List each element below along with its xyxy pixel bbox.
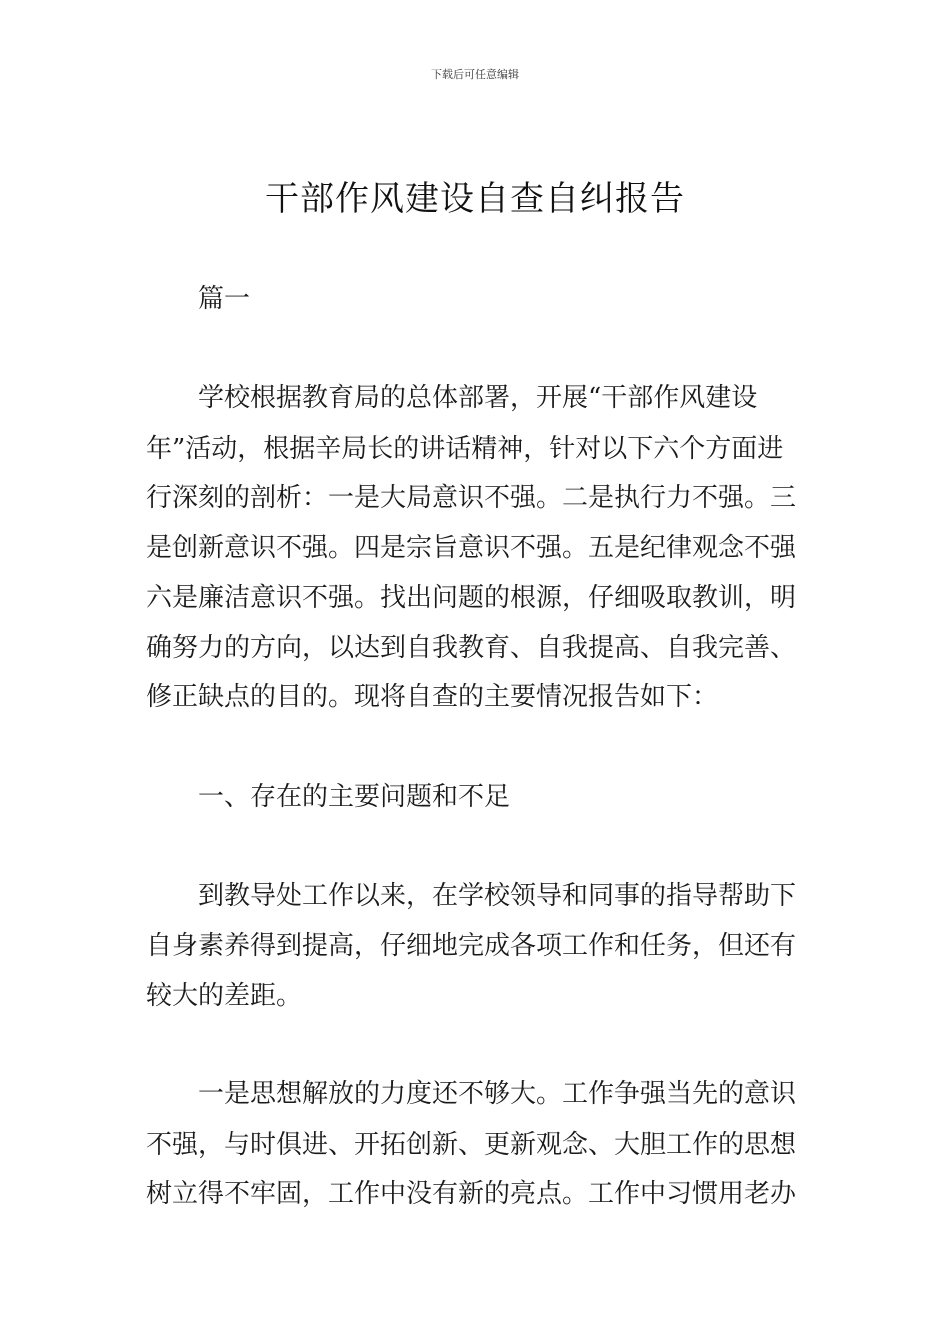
paragraph-line: 一是思想解放的力度还不够大。工作争强当先的意识: [198, 1079, 797, 1109]
section-label: 篇一: [198, 284, 251, 314]
paragraph-line: 不强，与时俱进、开拓创新、更新观念、大胆工作的思想: [146, 1130, 797, 1160]
paragraph-line: 较大的差距。: [146, 981, 303, 1011]
paragraph-line: 是创新意识不强。四是宗旨意识不强。五是纪律观念不强: [146, 533, 797, 563]
paragraph-line: 年”活动，根据辛局长的讲话精神，针对以下六个方面进: [146, 434, 784, 464]
paragraph-line: 六是廉洁意识不强。找出问题的根源，仔细吸取教训，明: [146, 583, 797, 613]
paragraph-line: 自身素养得到提高，仔细地完成各项工作和任务，但还有: [146, 931, 797, 961]
paragraph-line: 修正缺点的目的。现将自查的主要情况报告如下：: [146, 682, 719, 712]
document-title: 干部作风建设自查自纠报告: [265, 179, 685, 219]
paragraph-line: 树立得不牢固，工作中没有新的亮点。工作中习惯用老办: [146, 1179, 797, 1209]
section-heading: 一、存在的主要问题和不足: [198, 782, 511, 812]
paragraph-line: 确努力的方向，以达到自我教育、自我提高、自我完善、: [146, 633, 797, 663]
paragraph-line: 学校根据教育局的总体部署，开展“干部作风建设: [198, 383, 758, 413]
paragraph-line: 行深刻的剖析：一是大局意识不强。二是执行力不强。三: [146, 483, 797, 513]
header-note: 下载后可任意编辑: [431, 68, 519, 81]
paragraph-line: 到教导处工作以来，在学校领导和同事的指导帮助下: [198, 881, 797, 911]
